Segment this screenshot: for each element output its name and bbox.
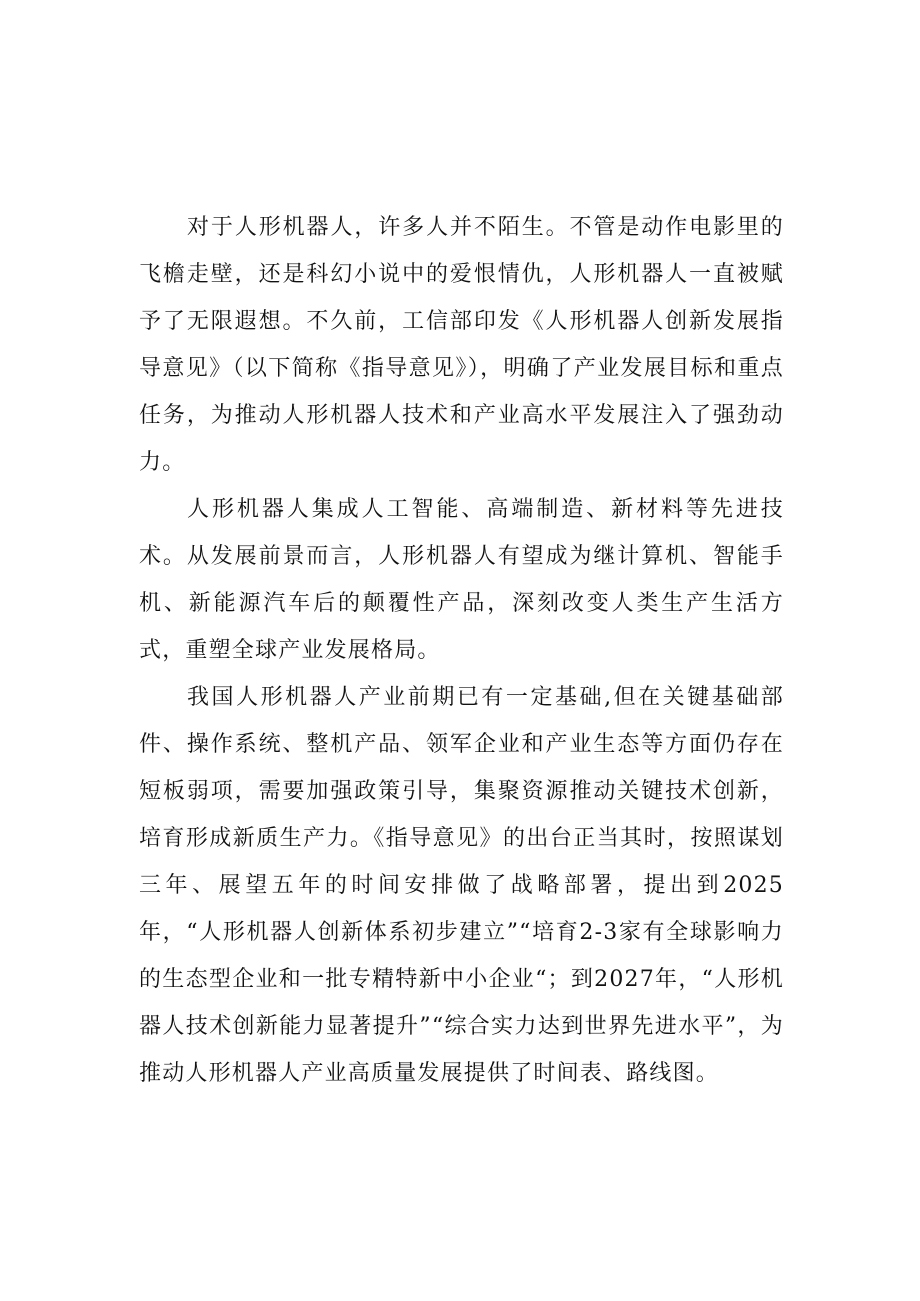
paragraph-technology-prospects: 人形机器人集成人工智能、高端制造、新材料等先进技术。从发展前景而言，人形机器人有望成为继计算机、智能手机、新能源汽车后的颠覆性产品，深刻改变人类生产生活方式，重塑全球产业发展格局。 [139, 497, 784, 663]
paragraph-humanoid-robot-intro: 对于人形机器人，许多人并不陌生。不管是动作电影里的飞檐走壁，还是科幻小说中的爱恨情仇，人形机器人一直被赋予了无限遐想。不久前，工信部印发《人形机器人创新发展指导意见》（以下简称《指导意见》），明确了产业发展目标和重点任务，为推动人形机器人技术和产业高水平发展注入了强劲动力。 [139, 215, 784, 475]
paragraph-industry-goals: 我国人形机器人产业前期已有一定基础,但在关键基础部件、操作系统、整机产品、领军企业和产业生态等方面仍存在短板弱项，需要加强政策引导，集聚资源推动关键技术创新，培育形成新质生产力。《指导意见》的出台正当其时，按照谋划三年、展望五年的时间安排做了战略部署，提出到2025年，“人形机器人创新体系初步建立”“培育2-3家有全球影响力的生态型企业和一批专精特新中小企业“；到2027年，“人形机器人技术创新能力显著提升”“综合实力达到世界先进水平”，为推动人形机器人产业高质量发展提供了时间表、路线图。 [139, 685, 784, 1086]
article-body [139, 204, 784, 1097]
